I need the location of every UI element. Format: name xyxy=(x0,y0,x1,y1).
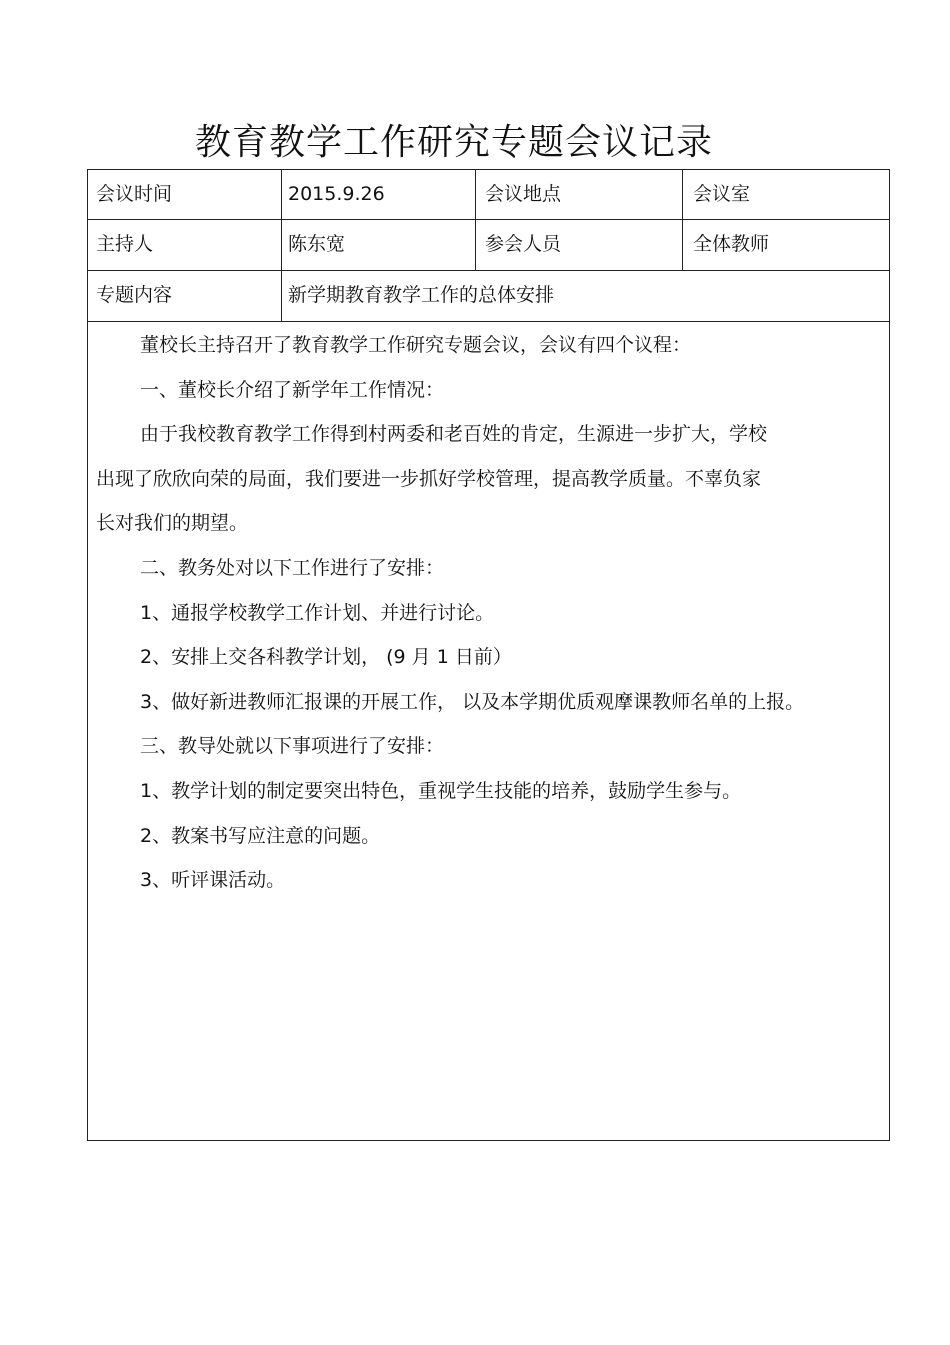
meeting-place-value: 会议室 xyxy=(693,183,751,205)
row-divider xyxy=(88,219,889,220)
host-value: 陈东宽 xyxy=(288,233,346,255)
minutes-line: 一、董校长介绍了新学年工作情况： xyxy=(140,378,445,401)
minutes-line: 出现了欣欣向荣的局面，我们要进一步抓好学校管理，提高教学质量。不辜负家 xyxy=(96,467,762,490)
column-divider xyxy=(281,170,282,321)
column-divider xyxy=(475,170,476,270)
row-divider xyxy=(88,321,889,322)
minutes-line: 三、教导处就以下事项进行了安排： xyxy=(140,735,445,758)
page-title: 教育教学工作研究专题会议记录 xyxy=(194,122,713,163)
meeting-place-label: 会议地点 xyxy=(485,183,562,205)
minutes-line: 董校长主持召开了教育教学工作研究专题会议，会议有四个议程： xyxy=(140,334,692,356)
topic-label: 专题内容 xyxy=(96,284,173,306)
attendees-value: 全体教师 xyxy=(693,233,770,255)
attendees-label: 参会人员 xyxy=(485,233,562,255)
minutes-line: 2、教案书写应注意的问题。 xyxy=(140,824,381,847)
meeting-time-value: 2015.9.26 xyxy=(288,183,385,205)
minutes-line: 1、教学计划的制定要突出特色，重视学生技能的培养，鼓励学生参与。 xyxy=(140,779,742,802)
column-divider xyxy=(682,170,683,270)
minutes-line: 3、听评课活动。 xyxy=(140,869,286,892)
topic-value: 新学期教育教学工作的总体安排 xyxy=(288,284,555,306)
minutes-line: 1、通报学校教学工作计划、并进行讨论。 xyxy=(140,601,495,624)
row-divider xyxy=(88,270,889,271)
minutes-line: 3、做好新进教师汇报课的开展工作， 以及本学期优质观摩课教师名单的上报。 xyxy=(140,690,805,713)
meeting-minutes xyxy=(88,323,889,903)
minutes-line: 2、安排上交各科教学计划， (9 月 1 日前） xyxy=(140,646,512,669)
minutes-line: 由于我校教育教学工作得到村两委和老百姓的肯定，生源进一步扩大，学校 xyxy=(140,423,768,446)
minutes-line: 二、教务处对以下工作进行了安排： xyxy=(140,556,445,579)
meeting-time-label: 会议时间 xyxy=(96,183,173,205)
meeting-record-table xyxy=(87,169,890,1141)
minutes-line: 长对我们的期望。 xyxy=(96,512,249,535)
host-label: 主持人 xyxy=(96,233,154,255)
